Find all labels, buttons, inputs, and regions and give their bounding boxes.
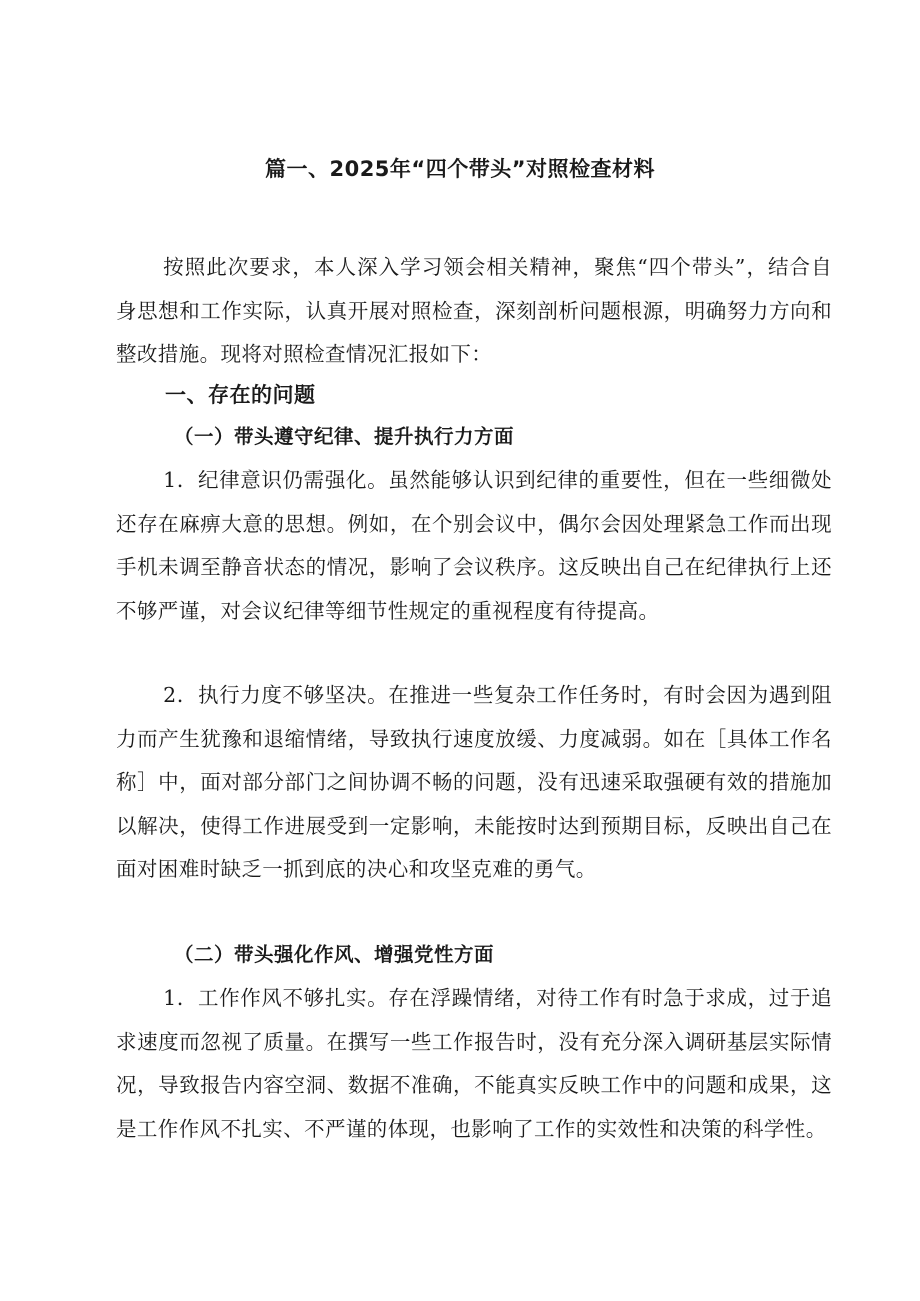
intro-paragraph: 按照此次要求，本人深入学习领会相关精神，聚焦“四个带头”，结合自身思想和工作实际，认真开展对照检查，深刻剖析问题根源，明确努力方向和整改措施。现将对照检查情况汇报如下： [116,255,832,366]
paragraph-execution-strength: 2．执行力度不够坚决。在推进一些复杂工作任务时，有时会因为遇到阻力而产生犹豫和退缩情绪，导致执行速度放缓、力度减弱。如在［具体工作名称］中，面对部分部门之间协调不畅的问题，没有迅速采取强硬有效的措施加以解决，使得工作进展受到一定影响，未能按时达到预期目标，反映出自己在面对困难时缺乏一抓到底的决心和攻坚克难的勇气。 [116,683,832,881]
paragraph-discipline-awareness: 1．纪律意识仍需强化。虽然能够认识到纪律的重要性，但在一些细微处还存在麻痹大意的思想。例如，在个别会议中，偶尔会因处理紧急工作而出现手机未调至静音状态的情况，影响了会议秩序。这反映出自己在纪律执行上还不够严谨，对会议纪律等细节性规定的重视程度有待提高。 [116,468,832,623]
section-heading-problems: 一、存在的问题 [165,383,316,407]
subsection-heading-discipline: （一）带头遵守纪律、提升执行力方面 [174,425,515,448]
subsection-heading-work-style: （二）带头强化作风、增强党性方面 [174,943,495,966]
document-title: 篇一、2025年“四个带头”对照检查材料 [264,157,656,181]
paragraph-work-style: 1．工作作风不够扎实。存在浮躁情绪，对待工作有时急于求成，过于追求速度而忽视了质量。在撰写一些工作报告时，没有充分深入调研基层实际情况，导致报告内容空洞、数据不准确，不能真实反映工作中的问题和成果，这是工作作风不扎实、不严谨的体现，也影响了工作的实效性和决策的科学性。 [116,986,832,1141]
